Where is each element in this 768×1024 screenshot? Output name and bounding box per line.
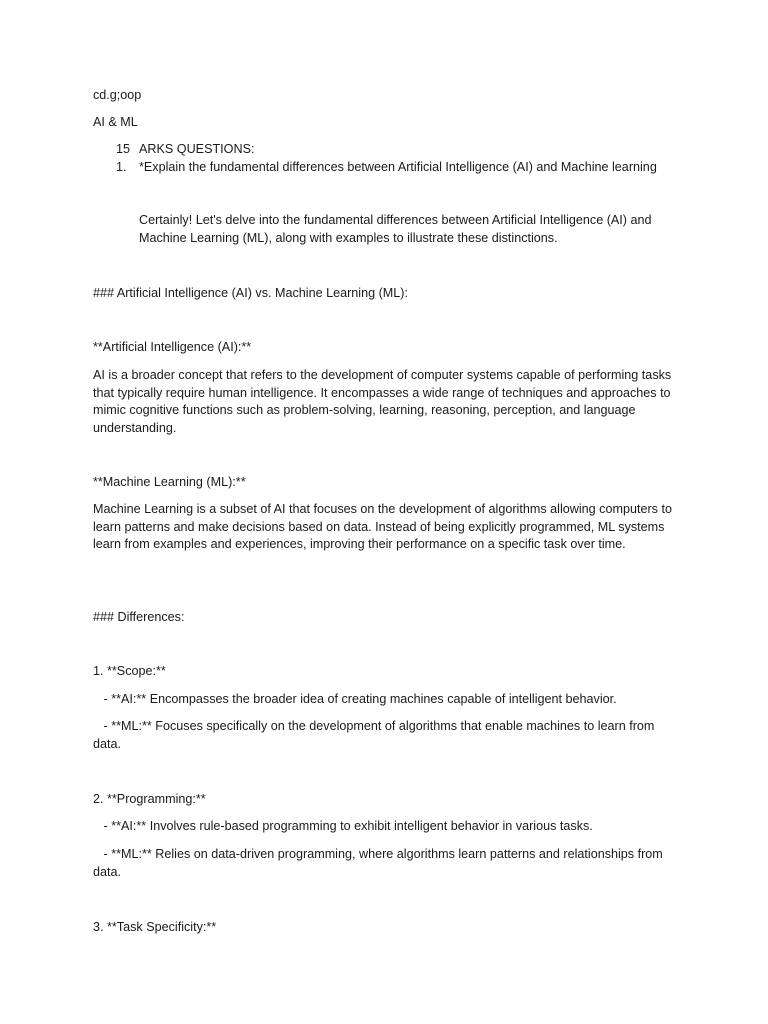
task-specificity-heading: 3. **Task Specificity:** [93, 920, 217, 934]
question-text: *Explain the fundamental differences between Artificial Intelligence (AI) and Machine learning [139, 160, 657, 174]
programming-ai: - **AI:** Involves rule-based programming to exhibit intelligent behavior in various tasks. [93, 819, 593, 833]
answer-intro: Certainly! Let's delve into the fundamental differences between Artificial Intelligence (AI) and Machine Learning (ML), along with examples to illustrate these distinctions. [139, 213, 656, 245]
list-item-15-text: ARKS QUESTIONS: [139, 142, 255, 156]
list-number-1: 1. [116, 160, 127, 174]
scope-ml: - **ML:** Focuses specifically on the development of algorithms that enable machines to learn from data. [93, 719, 658, 751]
header-code: cd.g;oop [93, 88, 142, 102]
programming-heading: 2. **Programming:** [93, 792, 206, 806]
ai-heading: **Artificial Intelligence (AI):** [93, 340, 252, 354]
differences-heading: ### Differences: [93, 610, 185, 624]
scope-ai: - **AI:** Encompasses the broader idea of creating machines capable of intelligent behavior. [93, 692, 617, 706]
heading-ai-vs-ml: ### Artificial Intelligence (AI) vs. Machine Learning (ML): [93, 286, 408, 300]
ai-paragraph: AI is a broader concept that refers to the development of computer systems capable of performing tasks that typically require human intelligence. It encompasses a wide range of techniques and approaches to mimic cognitive functions such as problem-solving, learning, reasoning, perception, and language understanding. [93, 368, 675, 435]
scope-heading: 1. **Scope:** [93, 664, 166, 678]
ml-paragraph: Machine Learning is a subset of AI that focuses on the development of algorithms allowing computers to learn patterns and make decisions based on data. Instead of being explicitly programmed, ML systems learn from examples and experiences, improving their performance on a specific task over time. [93, 502, 676, 552]
programming-ml: - **ML:** Relies on data-driven programming, where algorithms learn patterns and relationships from data. [93, 847, 667, 879]
ml-heading: **Machine Learning (ML):** [93, 475, 246, 489]
list-number-15: 15 [116, 142, 131, 156]
subject-title: AI & ML [93, 115, 138, 129]
